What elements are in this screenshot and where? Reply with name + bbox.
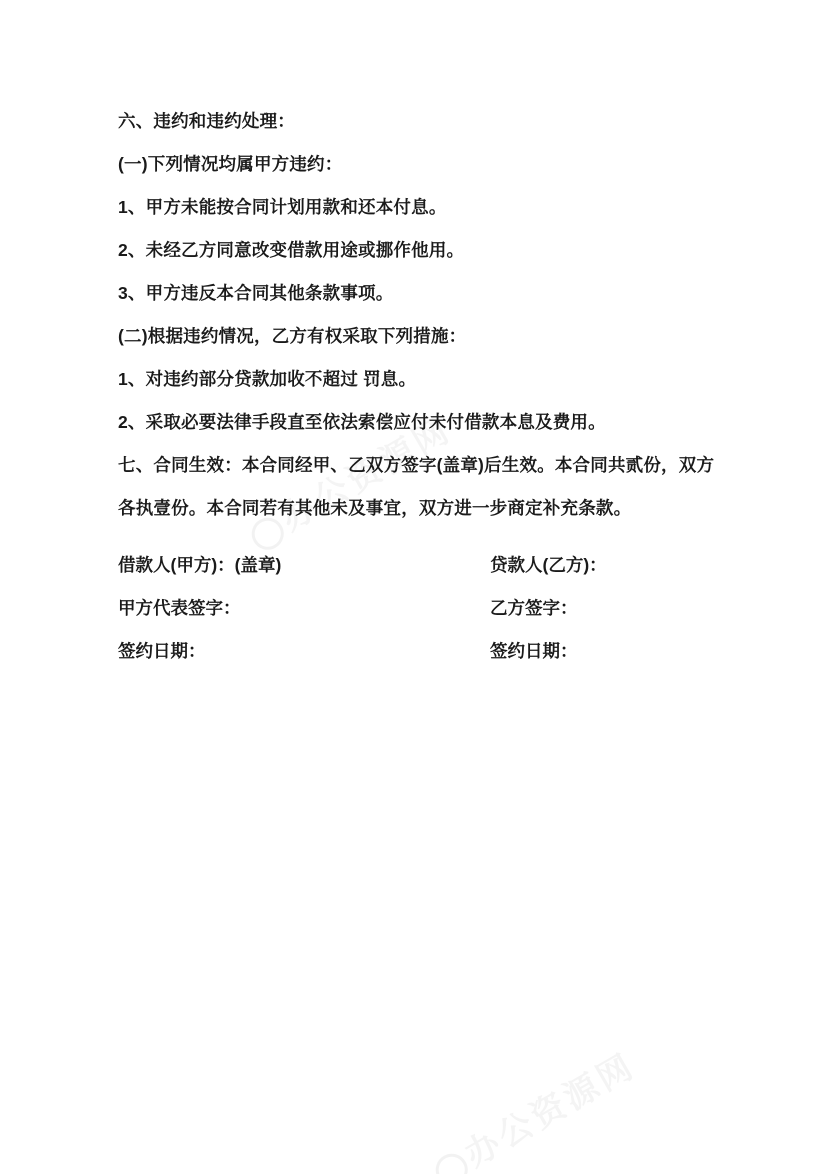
clause-b-2: 2、采取必要法律手段直至依法索偿应付未付借款本息及费用。 [118, 412, 606, 432]
watermark-ring-icon [430, 1148, 474, 1174]
section-heading-breach: 六、违约和违约处理： [118, 111, 295, 131]
signature-block [118, 544, 718, 673]
lender-label: 贷款人(乙方)： [490, 555, 607, 575]
section-contract-effective: 七、合同生效：本合同经甲、乙双方签字(盖章)后生效。本合同共贰份，双方各执壹份。本合同若有其他未及事宜，双方进一步商定补充条款。 [118, 455, 715, 518]
party-a-signature-label: 甲方代表签字： [118, 598, 241, 618]
watermark-text-lower [459, 1047, 643, 1174]
clause-a-1: 1、甲方未能按合同计划用款和还本付息。 [118, 197, 447, 217]
borrower-label: 借款人(甲方)：(盖章) [118, 555, 282, 575]
clause-a-2: 2、未经乙方同意改变借款用途或挪作他用。 [118, 240, 465, 260]
signature-row-representatives [118, 587, 718, 630]
watermark-lower [423, 1039, 643, 1174]
party-a-date-label: 签约日期： [118, 641, 206, 661]
clause-a-3: 3、甲方违反本合同其他条款事项。 [118, 283, 394, 303]
clause-party-b-measures-intro: (二)根据违约情况，乙方有权采取下列措施： [118, 326, 467, 346]
signature-row-dates [118, 630, 718, 673]
signature-row-borrower [118, 544, 718, 587]
party-b-signature-label: 乙方签字： [490, 598, 578, 618]
clause-b-1: 1、对违约部分贷款加收不超过 罚息。 [118, 369, 417, 389]
clause-party-a-breach-intro: (一)下列情况均属甲方违约： [118, 154, 343, 174]
document-body [118, 100, 718, 673]
party-b-date-label: 签约日期： [490, 641, 578, 661]
